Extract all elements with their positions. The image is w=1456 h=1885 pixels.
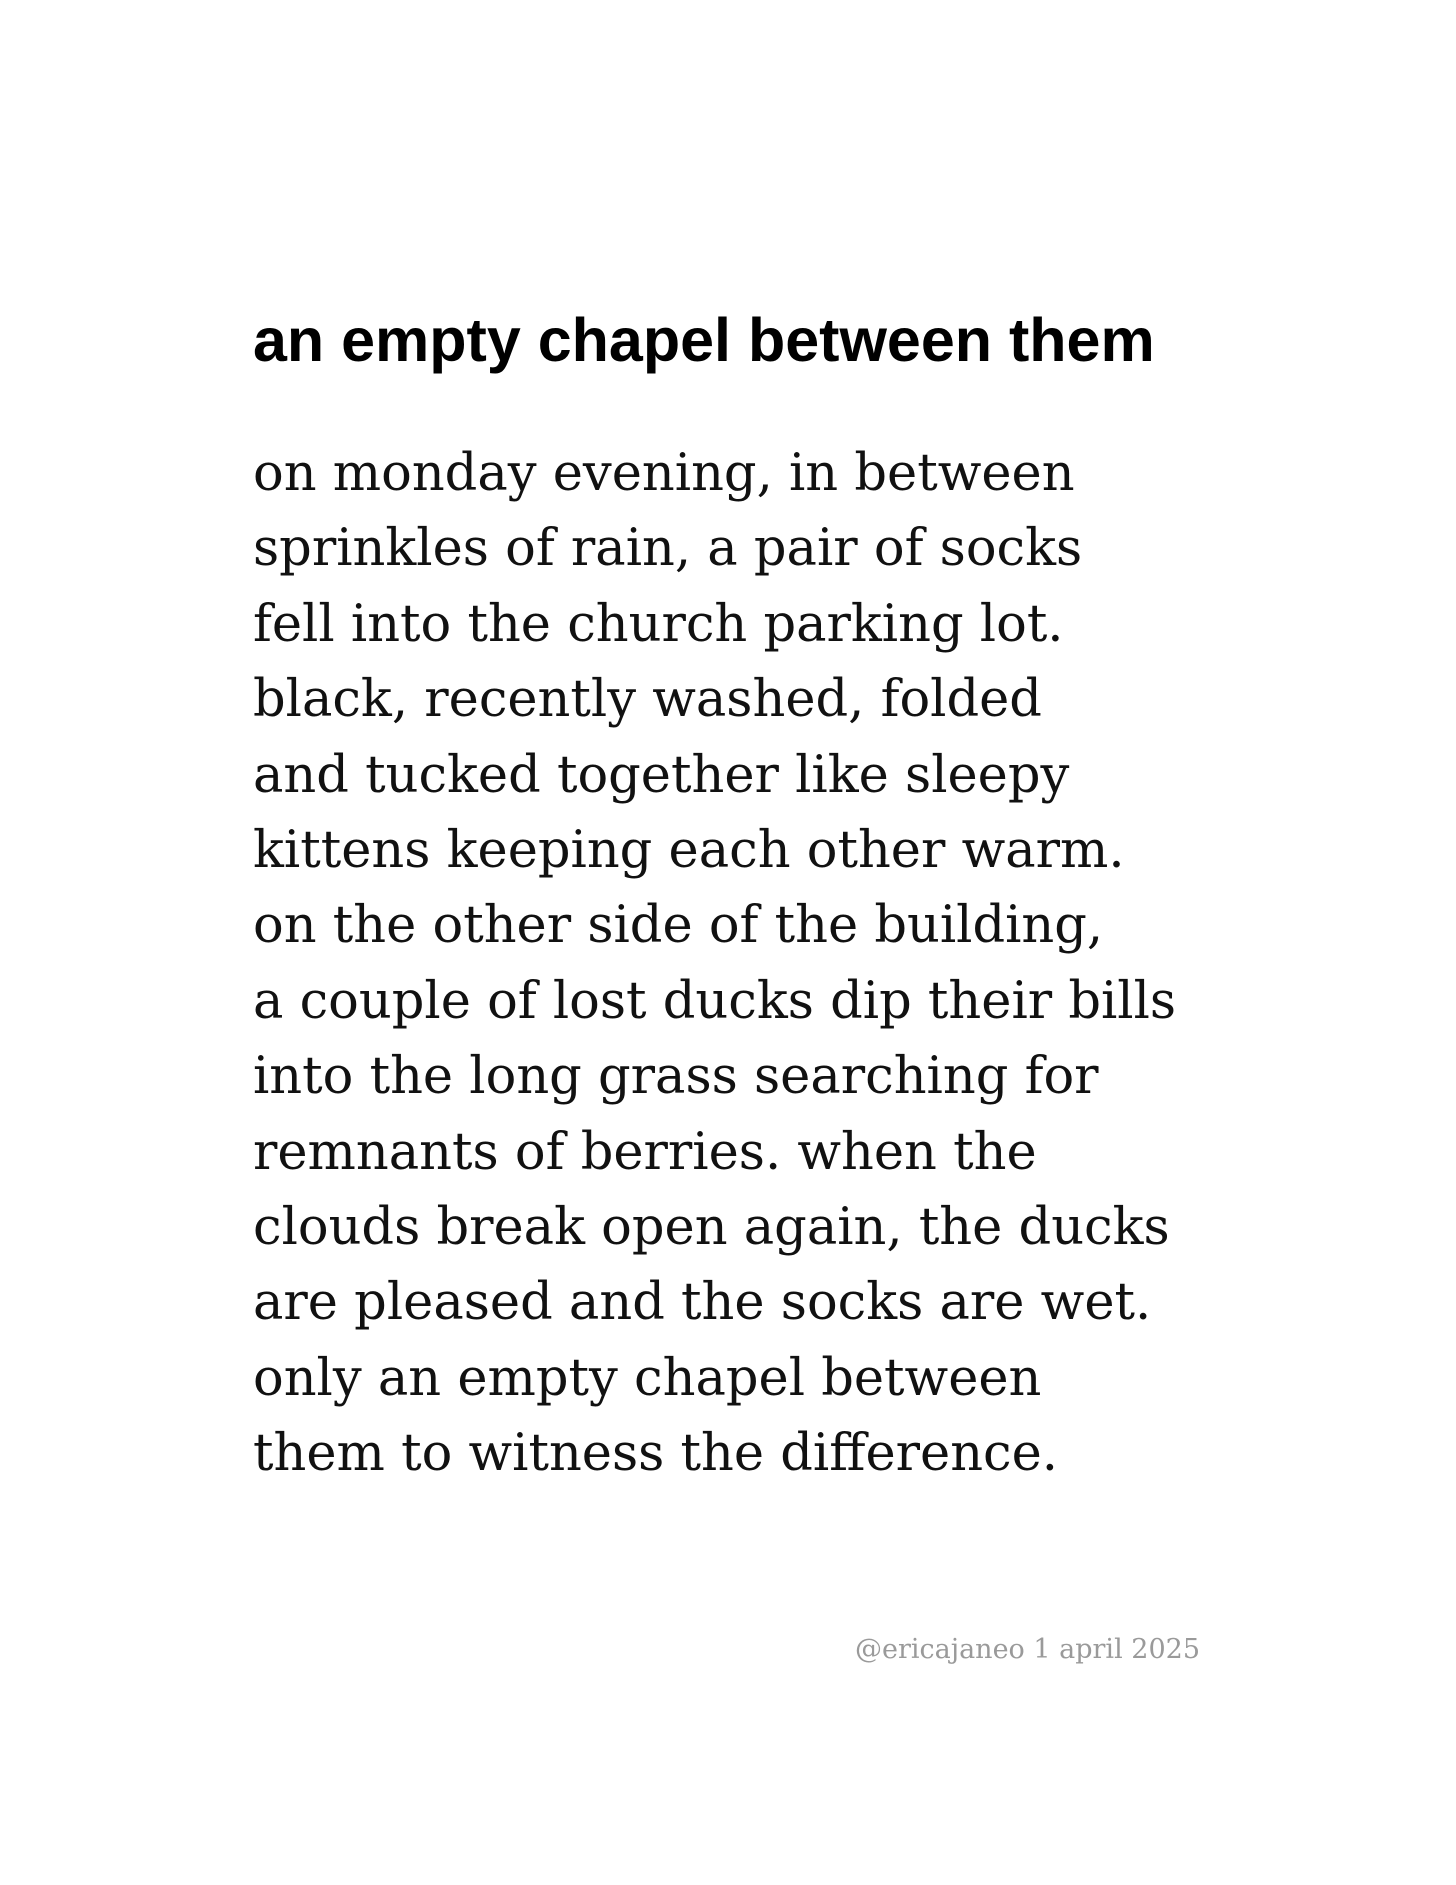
poem-line: and tucked together like sleepy bbox=[253, 745, 1070, 805]
poem-line: clouds break open again, the ducks bbox=[253, 1197, 1170, 1257]
poem-line: on the other side of the building, bbox=[253, 896, 1104, 956]
poem-line: into the long grass searching for bbox=[253, 1047, 1099, 1107]
poem-title: an empty chapel between them bbox=[253, 306, 1155, 374]
poem-line: sprinkles of rain, a pair of socks bbox=[253, 519, 1083, 579]
author-byline: @ericajaneo 1 april 2025 bbox=[854, 1634, 1200, 1665]
poem-body bbox=[253, 436, 1176, 1491]
poem-line: on monday evening, in between bbox=[253, 444, 1075, 503]
poem-line: them to witness the difference. bbox=[253, 1424, 1059, 1484]
poem-line: only an empty chapel between bbox=[253, 1348, 1042, 1408]
poem-line: fell into the church parking lot. bbox=[253, 594, 1064, 654]
poem-line: are pleased and the socks are wet. bbox=[253, 1273, 1152, 1333]
poem-line: a couple of lost ducks dip their bills bbox=[253, 971, 1177, 1031]
poem-line: black, recently washed, folded bbox=[253, 670, 1042, 730]
poem-line: remnants of berries. when the bbox=[253, 1122, 1037, 1182]
poem-line: kittens keeping each other warm. bbox=[253, 820, 1125, 880]
